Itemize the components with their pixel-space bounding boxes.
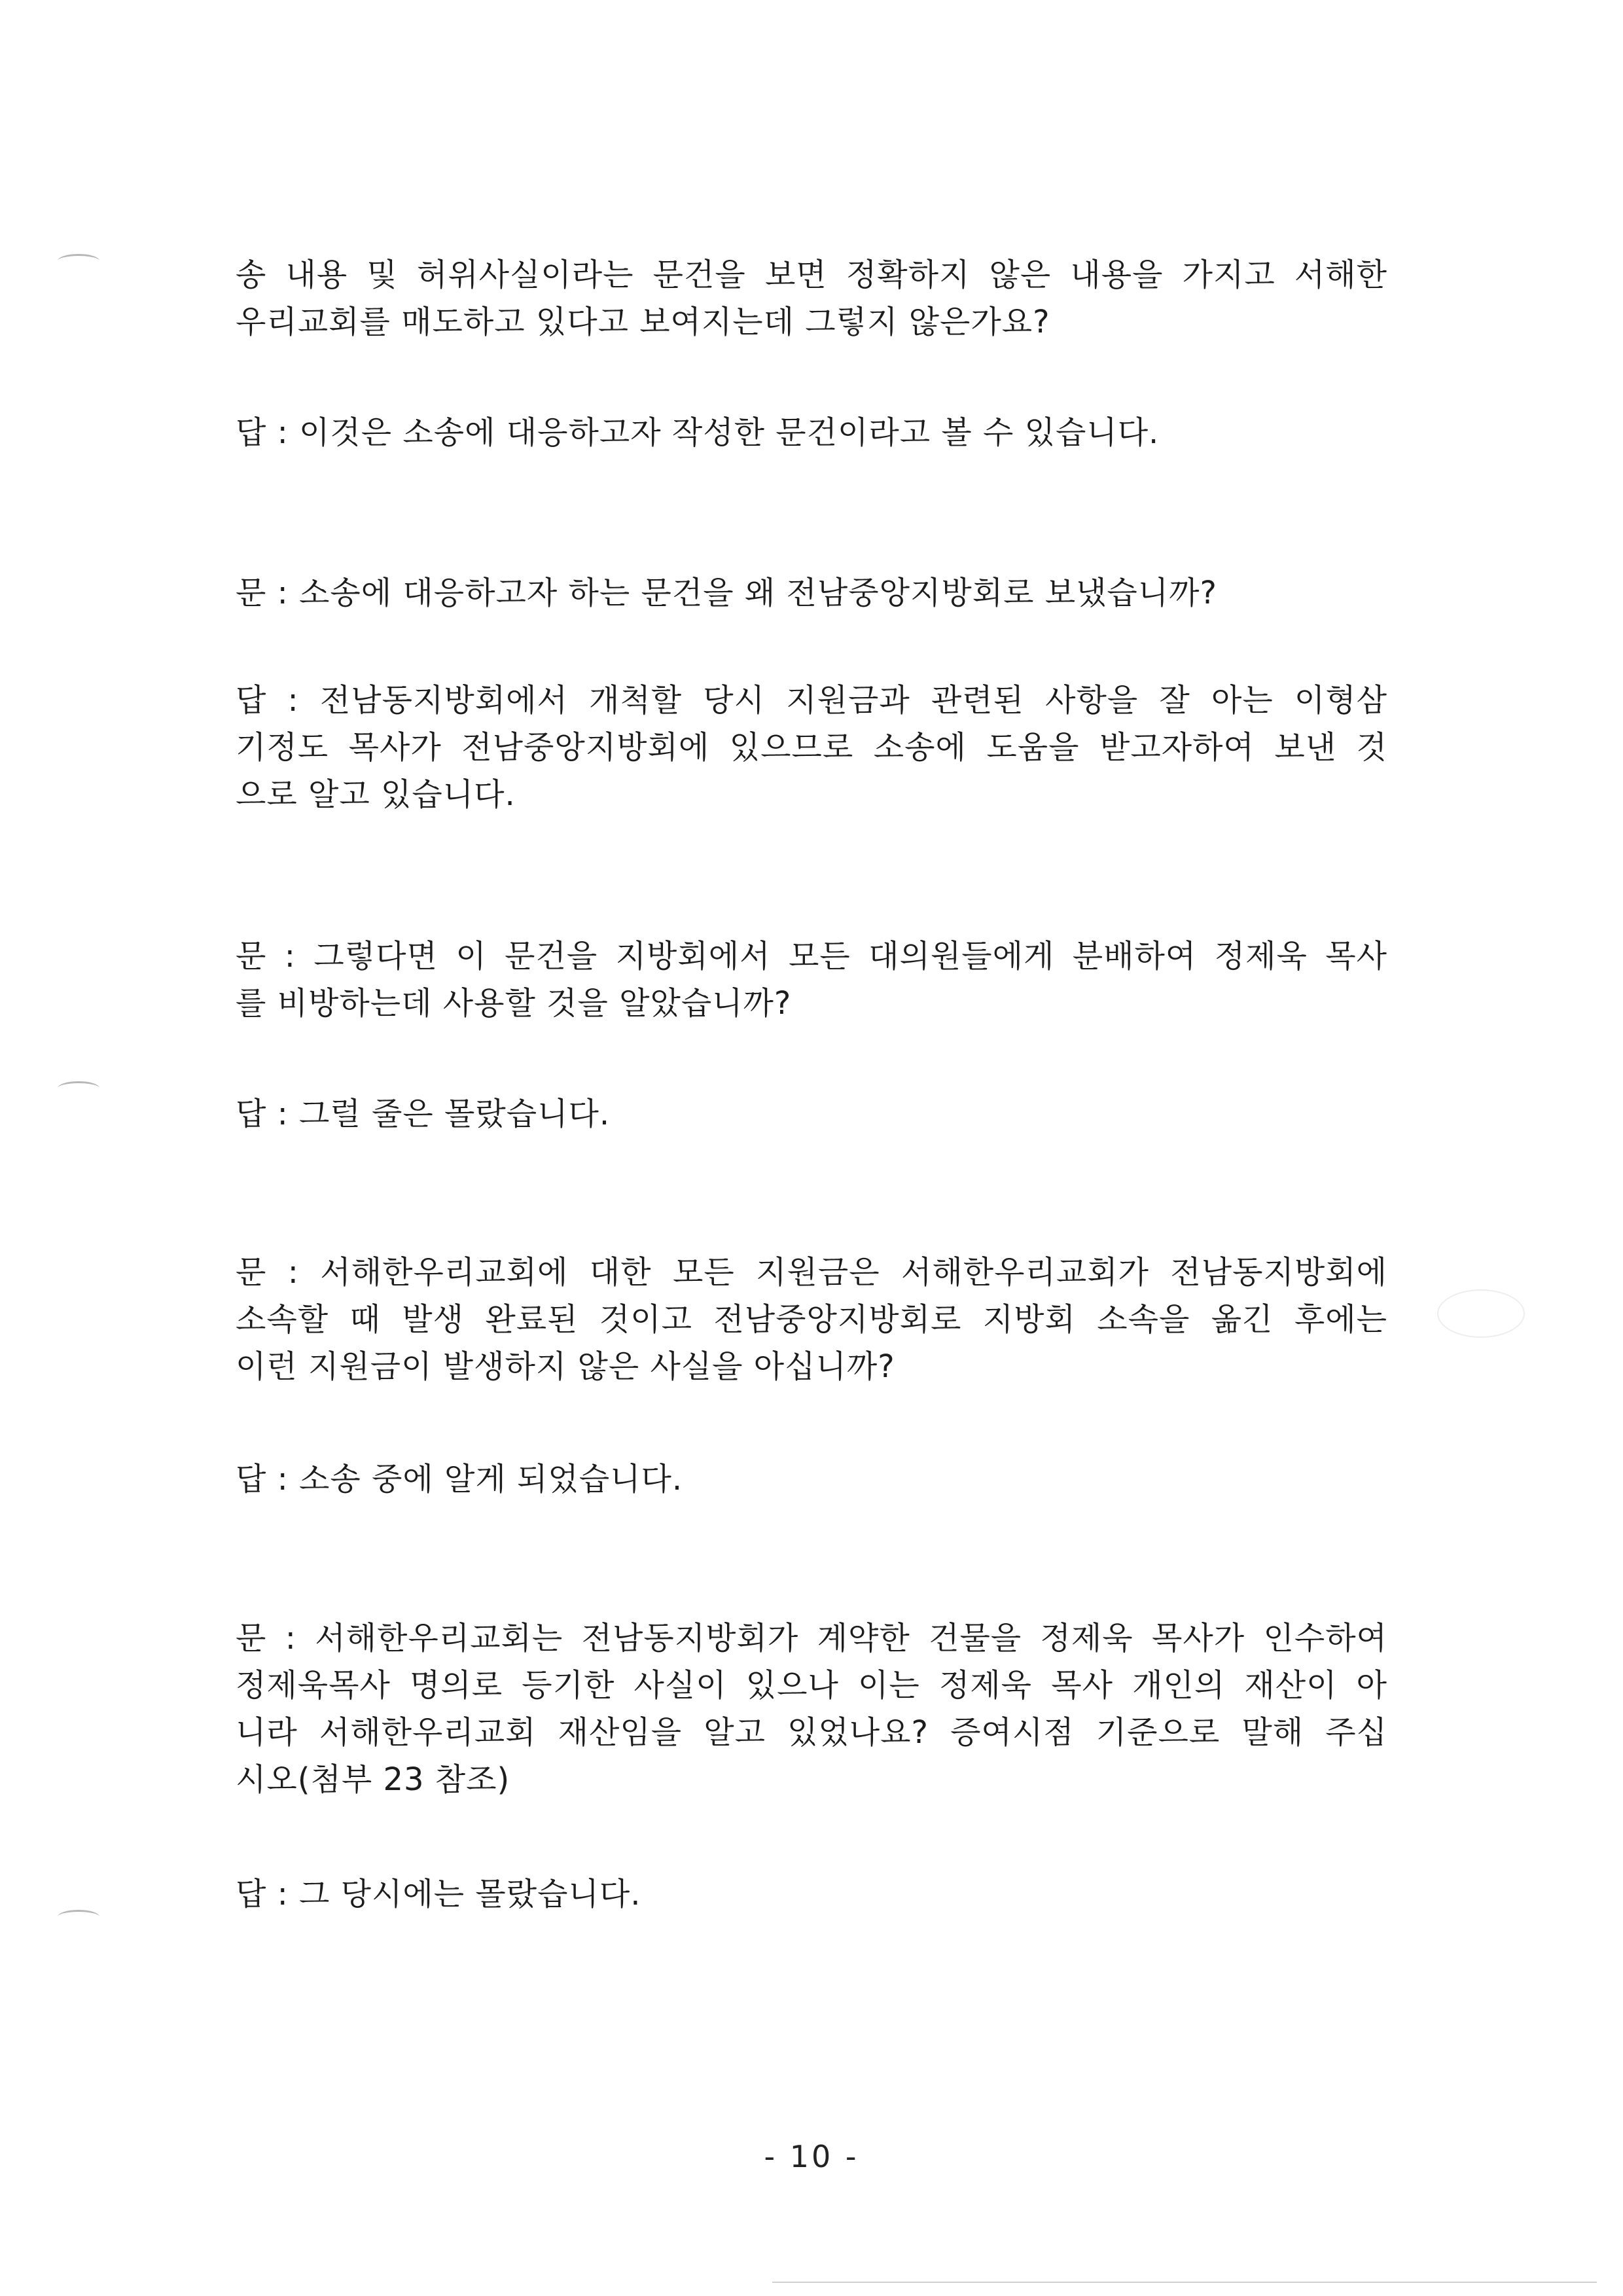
text-line: 니라 서해한우리교회 재산임을 알고 있었나요? 증여시점 기준으로 말해 주십 [236, 1714, 1387, 1751]
punch-hole-mark [58, 254, 99, 268]
scan-edge-line [772, 2282, 1597, 2283]
question-paragraph [236, 569, 1387, 617]
text-line: 답 : 그럴 줄은 몰랐습니다. [236, 1096, 611, 1132]
answer-paragraph [236, 409, 1387, 456]
answer-paragraph [236, 1456, 1387, 1503]
stamp-smudge [1437, 1289, 1525, 1338]
text-line: 이런 지원금이 발생하지 않은 사실을 아십니까? [236, 1348, 895, 1385]
text-line: 으로 알고 있습니다. [236, 776, 516, 813]
text-line: 문 : 서해한우리교회에 대한 모든 지원금은 서해한우리교회가 전남동지방회에 [236, 1254, 1387, 1291]
text-line: 를 비방하는데 사용할 것을 알았습니까? [236, 985, 792, 1022]
page-number: - 10 - [764, 2139, 859, 2174]
question-paragraph [236, 933, 1387, 1027]
punch-hole-mark [58, 1081, 99, 1095]
question-continuation [236, 251, 1387, 346]
text-line: 시오(첨부 23 참조) [236, 1761, 510, 1798]
text-line: 답 : 소송 중에 알게 되었습니다. [236, 1461, 683, 1498]
text-line: 답 : 전남동지방회에서 개척할 당시 지원금과 관련된 사항을 잘 아는 이형삼 [236, 682, 1387, 719]
text-line: 소속할 때 발생 완료된 것이고 전남중앙지방회로 지방회 소속을 옮긴 후에는 [236, 1301, 1387, 1338]
text-line: 문 : 소송에 대응하고자 하는 문건을 왜 전남중앙지방회로 보냈습니까? [236, 575, 1218, 611]
question-paragraph [236, 1615, 1387, 1803]
text-line: 답 : 이것은 소송에 대응하고자 작성한 문건이라고 볼 수 있습니다. [236, 414, 1160, 451]
text-line: 송 내용 및 허위사실이라는 문건을 보면 정확하지 않은 내용을 가지고 서해한 [236, 257, 1387, 293]
text-line: 답 : 그 당시에는 몰랐습니다. [236, 1876, 641, 1912]
text-line: 우리교회를 매도하고 있다고 보여지는데 그렇지 않은가요? [236, 304, 1050, 340]
text-line: 정제욱목사 명의로 등기한 사실이 있으나 이는 정제욱 목사 개인의 재산이 아 [236, 1667, 1387, 1704]
text-line: 문 : 서해한우리교회는 전남동지방회가 계약한 건물을 정제욱 목사가 인수하여 [236, 1620, 1387, 1657]
text-line: 문 : 그렇다면 이 문건을 지방회에서 모든 대의원들에게 분배하여 정제욱 목사 [236, 938, 1387, 975]
answer-paragraph [236, 677, 1387, 818]
punch-hole-mark [58, 1910, 99, 1924]
question-paragraph [236, 1249, 1387, 1390]
text-line: 기정도 목사가 전남중앙지방회에 있으므로 소송에 도움을 받고자하여 보낸 것 [236, 729, 1387, 766]
answer-paragraph [236, 1871, 1387, 1918]
answer-paragraph [236, 1090, 1387, 1138]
